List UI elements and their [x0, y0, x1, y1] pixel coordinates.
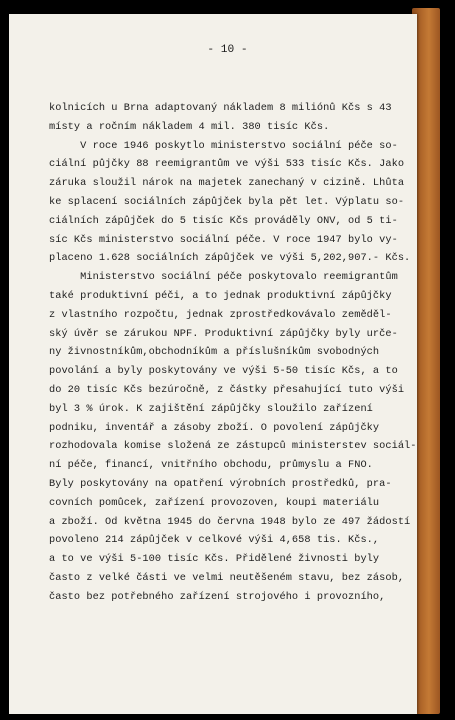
text-line: a zboží. Od května 1945 do června 1948 bylo ze 497 žádostí	[49, 515, 411, 528]
text-line: povolání a byly poskytovány ve výši 5-50 tisíc Kčs, a to	[49, 365, 398, 378]
text-line: záruka sloužil nárok na majetek zanechaný v cizině. Lhůta	[49, 177, 405, 190]
text-line: V roce 1946 poskytlo ministerstvo sociální péče so-	[49, 139, 398, 152]
text-line: Byly poskytovány na opatření výrobních prostředků, pra-	[49, 477, 392, 490]
text-line: ke splacení sociálních zápůjček byla pět let. Výplatu so-	[49, 195, 405, 208]
text-line: povoleno 214 zápůjček v celkové výši 4,658 tis. Kčs.,	[49, 534, 380, 547]
text-line: do 20 tisíc Kčs bezúročně, z částky přesahující tuto výši	[49, 383, 405, 396]
text-line: ní péče, financí, vnitřního obchodu, průmyslu a FNO.	[49, 459, 373, 472]
text-line: ny živnostníkům,obchodníkům a příslušníkům svobodných	[49, 346, 380, 359]
text-line: covních pomůcek, zařízení provozoven, koupi materiálu	[49, 496, 380, 509]
text-line: často bez potřebného zařízení strojového i provozního,	[49, 590, 386, 603]
text-line: často z velké části ve velmi neutěšeném stavu, bez zásob,	[49, 571, 405, 584]
text-line: kolnicích u Brna adaptovaný nákladem 8 miliónů Kčs s 43	[49, 102, 392, 114]
text-line: a to ve výši 5-100 tisíc Kčs. Přidělené živnosti byly	[49, 553, 380, 566]
body-text	[49, 99, 419, 607]
page-number: - 10 -	[207, 44, 248, 56]
text-line: Ministerstvo sociální péče poskytovalo reemigrantům	[49, 271, 398, 284]
text-line: síc Kčs ministerstvo sociální péče. V roce 1947 bylo vy-	[49, 233, 398, 246]
text-line: z vlastního rozpočtu, jednak zprostředkovávalo zeměděl-	[49, 308, 392, 321]
text-line: podniku, inventář a zásoby zboží. O povolení zápůjčky	[49, 421, 380, 434]
text-line: placeno 1.628 sociálních zápůjček ve výši 5,202,907.- Kčs.	[49, 252, 411, 265]
text-line: ciální půjčky 88 reemigrantům ve výši 533 tisíc Kčs. Jako	[49, 158, 405, 171]
text-line: byl 3 % úrok. K zajištění zápůjčky sloužilo zařízení	[49, 402, 373, 415]
text-line: místy a ročním nákladem 4 mil. 380 tisíc Kčs.	[49, 120, 330, 133]
text-line: rozhodovala komise složená ze zástupců ministerstev sociál-	[49, 440, 417, 453]
text-line: ciálních zápůjček do 5 tisíc Kčs prováděly ONV, od 5 ti-	[49, 214, 398, 227]
text-line: ský úvěr se zárukou NPF. Produktivní zápůjčky byly urče-	[49, 327, 398, 340]
text-line: také produktivní péči, a to jednak produktivní zápůjčky	[49, 289, 392, 302]
